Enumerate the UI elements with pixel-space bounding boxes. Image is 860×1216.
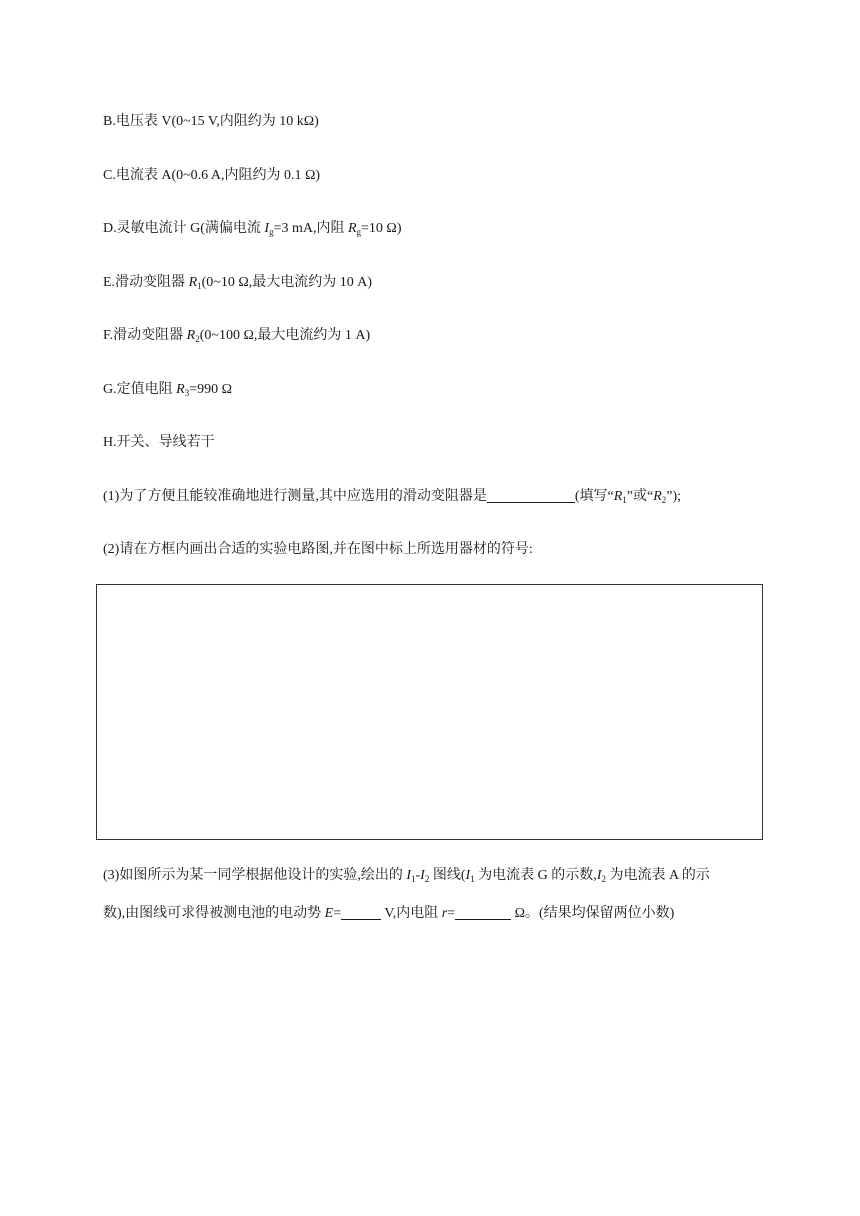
q1-r1-symbol: R — [613, 489, 623, 504]
option-b-text: B.电压表 V(0~15 V,内阻约为 10 kΩ) — [103, 114, 319, 129]
dash: - — [415, 868, 421, 883]
question-3-line-2-mid: V,内电阻 — [381, 906, 442, 921]
option-h-text: H.开关、导线若干 — [103, 435, 215, 450]
internal-resistance-symbol: r — [441, 906, 448, 921]
r1-symbol: R — [188, 275, 198, 290]
question-3-line-1-end: 为电流表 A 的示 — [605, 868, 710, 883]
option-f-prefix: F.滑动变阻器 — [103, 328, 187, 343]
option-c-text: C.电流表 A(0~0.6 A,内阻约为 0.1 Ω) — [103, 168, 321, 183]
option-b — [103, 112, 319, 132]
question-1 — [103, 487, 681, 510]
i2-symbol: I — [420, 868, 425, 883]
i1-symbol: I — [406, 868, 411, 883]
question-3-line-1 — [103, 866, 710, 889]
option-d-mid: =3 mA,内阻 — [273, 221, 348, 236]
resistance-answer-blank[interactable] — [455, 905, 511, 920]
option-f-suffix: (0~100 Ω,最大电流约为 1 A) — [199, 328, 371, 343]
q1-r1-subscript: 1 — [622, 495, 627, 505]
option-d-prefix: D.灵敏电流计 G(满偏电流 — [103, 221, 265, 236]
option-e-suffix: (0~10 Ω,最大电流约为 10 A) — [201, 275, 373, 290]
r3-symbol: R — [176, 382, 185, 397]
i2-subscript: 2 — [601, 874, 606, 884]
emf-answer-blank[interactable] — [341, 905, 381, 920]
question-3-prefix: (3)如图所示为某一同学根据他设计的实验,绘出的 — [103, 868, 407, 883]
question-2 — [103, 540, 533, 560]
option-h — [103, 433, 215, 453]
question-1-end: ”); — [666, 489, 682, 504]
equals-sign: = — [333, 906, 342, 921]
rg-symbol: R — [347, 221, 357, 236]
option-e — [103, 273, 372, 296]
i1-symbol: I — [465, 868, 471, 883]
option-d — [103, 219, 402, 242]
option-f — [103, 326, 370, 349]
question-3-line-2-end: Ω。(结果均保留两位小数) — [511, 906, 675, 921]
ig-symbol: I — [264, 221, 270, 236]
circuit-drawing-box[interactable] — [96, 584, 763, 840]
i2-symbol: I — [596, 868, 602, 883]
question-3-line-2 — [103, 904, 674, 924]
q1-r2-subscript: 2 — [661, 495, 667, 505]
emf-symbol: E — [324, 906, 334, 921]
question-1-mid: (填写“ — [574, 489, 614, 504]
option-d-suffix: =10 Ω) — [361, 221, 402, 236]
i1-subscript: 1 — [470, 874, 475, 884]
question-3-mid: 图线( — [429, 868, 466, 883]
question-2-text: (2)请在方框内画出合适的实验电路图,并在图中标上所选用器材的符号: — [103, 542, 533, 557]
option-e-prefix: E.滑动变阻器 — [103, 275, 189, 290]
option-g — [103, 380, 232, 403]
r1-subscript: 1 — [197, 281, 202, 291]
option-g-suffix: =990 Ω — [189, 382, 232, 397]
i1-subscript: 1 — [411, 874, 416, 884]
question-1-prefix: (1)为了方便且能较准确地进行测量,其中应选用的滑动变阻器是 — [103, 489, 487, 504]
r2-subscript: 2 — [195, 334, 200, 344]
equals-sign: = — [447, 906, 456, 921]
r3-subscript: 3 — [184, 388, 190, 398]
option-c — [103, 166, 320, 186]
r2-symbol: R — [186, 328, 196, 343]
q1-r2-symbol: R — [653, 489, 662, 504]
question-3-line-2-prefix: 数),由图线可求得被测电池的电动势 — [103, 906, 325, 921]
question-1-or: ”或“ — [626, 489, 654, 504]
question-3-mid-2: 为电流表 G 的示数, — [474, 868, 597, 883]
ig-subscript: g — [269, 227, 274, 237]
option-g-prefix: G.定值电阻 — [103, 382, 177, 397]
rg-subscript: g — [356, 227, 362, 237]
i2-subscript: 2 — [424, 874, 430, 884]
answer-blank-1[interactable] — [487, 488, 575, 503]
